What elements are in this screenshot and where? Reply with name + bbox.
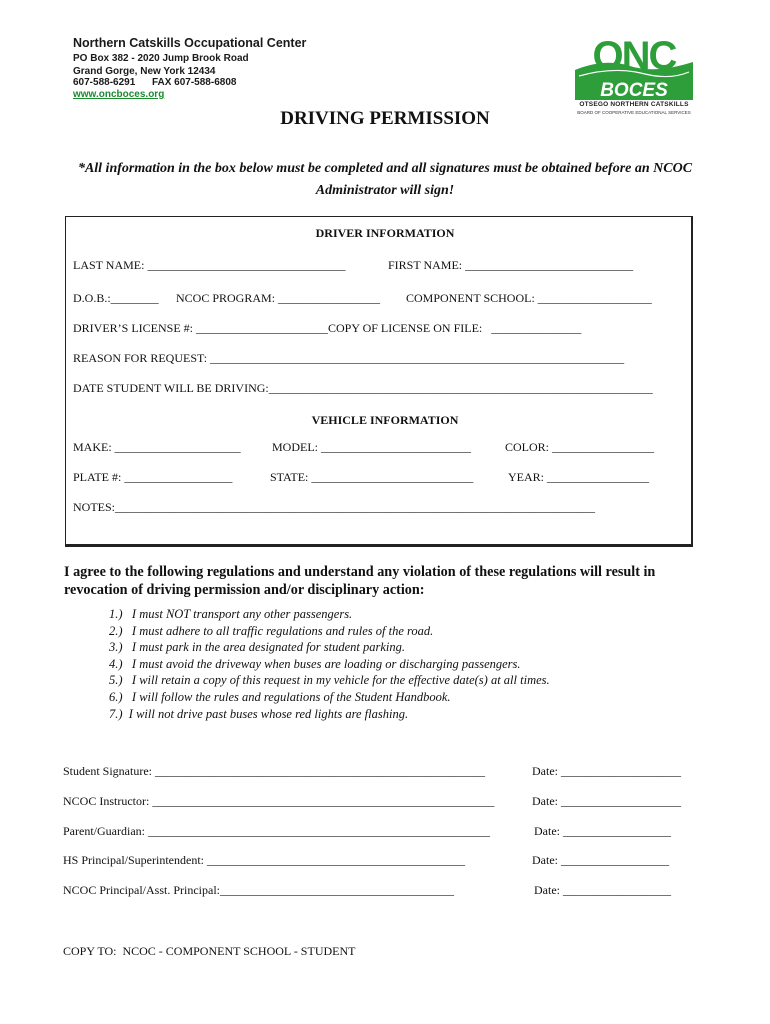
rule-item: 5.) I will retain a copy of this request in my vehicle for the effective date(s) at all times.	[109, 673, 550, 688]
model-field[interactable]: MODEL: _________________________	[272, 440, 471, 454]
vehicle-info-heading: VEHICLE INFORMATION	[311, 413, 459, 427]
rule-item: 3.) I must park in the area designated for student parking.	[109, 640, 406, 655]
svg-text:BOCES: BOCES	[600, 80, 668, 101]
first-name-field[interactable]: FIRST NAME: ____________________________	[388, 258, 634, 272]
org-name: Northern Catskills Occupational Center	[73, 36, 307, 50]
last-name-field[interactable]: LAST NAME: _________________________________	[73, 258, 346, 272]
rule-item: 7.) I will not drive past buses whose red lights are flashing.	[109, 706, 409, 721]
svg-text:ONC: ONC	[592, 36, 676, 78]
rule-item: 6.) I will follow the rules and regulations of the Student Handbook.	[109, 689, 451, 704]
plate-field[interactable]: PLATE #: __________________	[73, 470, 233, 484]
principal-signature-field[interactable]: HS Principal/Superintendent: ___________________________________________	[63, 853, 465, 867]
student-signature-date[interactable]: Date: ____________________	[532, 764, 681, 778]
notes-field[interactable]: NOTES:________________________________________________________________________________	[73, 500, 595, 514]
ncoc-principal-signature-date[interactable]: Date: __________________	[534, 883, 671, 897]
state-field[interactable]: STATE: ___________________________	[270, 470, 474, 484]
org-address: PO Box 382 - 2020 Jump Brook Road	[73, 53, 249, 64]
driver-info-heading: DRIVER INFORMATION	[315, 226, 455, 240]
notice-text: *All information in the box below must be completed and all signatures must be obtained before an NCOC Administrator will sign!	[77, 161, 693, 198]
student-signature-field[interactable]: Student Signature: _______________________________________________________	[63, 764, 485, 778]
org-website-link[interactable]: www.oncboces.org	[73, 89, 165, 100]
parent-signature-date[interactable]: Date: __________________	[534, 824, 671, 838]
rule-item: 1.) I must NOT transport any other passengers.	[109, 607, 353, 621]
date-driving-field[interactable]: DATE STUDENT WILL BE DRIVING:________________________________________________________________	[73, 381, 653, 395]
rule-item: 2.) I must adhere to all traffic regulations and rules of the road.	[109, 623, 434, 638]
dob-field[interactable]: D.O.B.:________	[73, 291, 159, 305]
rule-item: 4.) I must avoid the driveway when buses are loading or discharging passengers.	[109, 656, 521, 671]
ncoc-principal-signature-field[interactable]: NCOC Principal/Asst. Principal:_______________________________________	[63, 883, 454, 897]
make-field[interactable]: MAKE: _____________________	[73, 440, 241, 454]
component-school-field[interactable]: COMPONENT SCHOOL: ___________________	[406, 291, 652, 305]
color-field[interactable]: COLOR: _________________	[505, 440, 655, 454]
license-field[interactable]: DRIVER’S LICENSE #: ______________________COPY OF LICENSE ON FILE: _______________	[73, 321, 582, 335]
principal-signature-date[interactable]: Date: __________________	[532, 853, 669, 867]
parent-signature-field[interactable]: Parent/Guardian: _________________________________________________________	[63, 824, 490, 838]
instructor-signature-field[interactable]: NCOC Instructor: _________________________________________________________	[63, 794, 495, 808]
ncoc-program-field[interactable]: NCOC PROGRAM: _________________	[176, 291, 381, 305]
reason-field[interactable]: REASON FOR REQUEST: _____________________________________________________________________	[73, 351, 625, 365]
year-field[interactable]: YEAR: _________________	[508, 470, 649, 484]
org-city: Grand Gorge, New York 12434	[73, 66, 216, 77]
org-phone-fax: 607-588-6291 FAX 607-588-6808	[73, 77, 237, 88]
logo-line-1: OTSEGO NORTHERN CATSKILLS	[579, 101, 689, 108]
rules-list	[109, 606, 550, 722]
logo-line-2: BOARD OF COOPERATIVE EDUCATIONAL SERVICES	[577, 110, 691, 115]
page-title: DRIVING PERMISSION	[280, 108, 490, 129]
copy-to-note: COPY TO: NCOC - COMPONENT SCHOOL - STUDENT	[63, 944, 356, 958]
agreement-text: I agree to the following regulations and understand any violation of these regulations will result in revocation of driving permission and/or disciplinary action:	[64, 564, 656, 598]
instructor-signature-date[interactable]: Date: ____________________	[532, 794, 681, 808]
